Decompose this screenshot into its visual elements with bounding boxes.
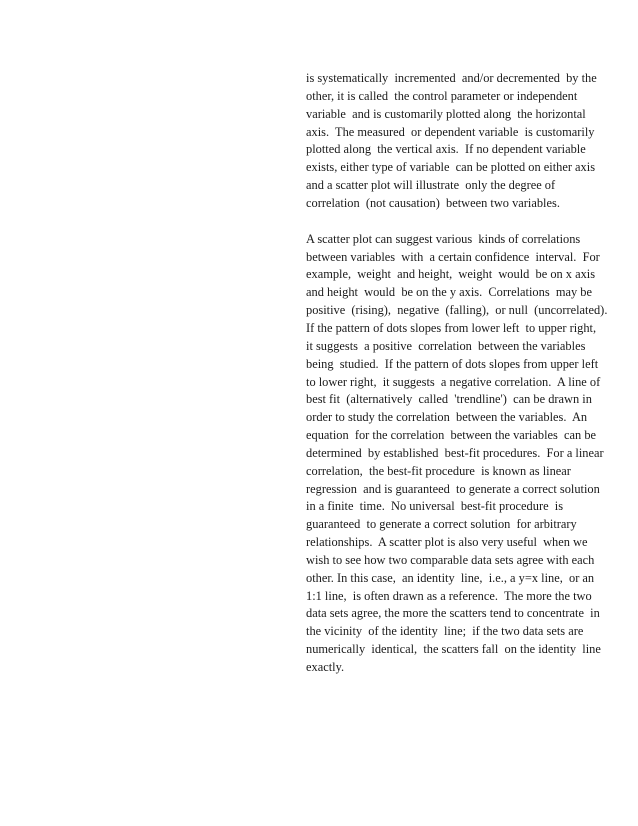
text-line: numerically identical, the scatters fall on the identity line bbox=[306, 642, 601, 657]
text-line: axis. The measured or dependent variable is customarily bbox=[306, 124, 595, 139]
paragraph-spacer bbox=[306, 213, 604, 231]
text-line: being studied. If the pattern of dots slopes from upper left bbox=[306, 356, 599, 371]
paragraph-scatter-correlations bbox=[306, 231, 608, 677]
text-line: guaranteed to generate a correct solution for arbitrary bbox=[306, 517, 577, 532]
text-line: other, it is called the control parameter or independent bbox=[306, 88, 578, 103]
text-line: to lower right, it suggests a negative correlation. A line of bbox=[306, 374, 601, 389]
text-line: positive (rising), negative (falling), or null (uncorrelated). bbox=[306, 303, 608, 318]
text-line: and height would be on the y axis. Correlations may be bbox=[306, 285, 592, 300]
text-line: relationships. A scatter plot is also very useful when we bbox=[306, 535, 588, 550]
text-line: exists, either type of variable can be plotted on either axis bbox=[306, 160, 596, 175]
text-line: correlation, the best-fit procedure is known as linear bbox=[306, 463, 571, 478]
text-line: between variables with a certain confidence interval. For bbox=[306, 249, 600, 264]
text-line: in a finite time. No universal best-fit procedure is bbox=[306, 499, 564, 514]
text-line: is systematically incremented and/or decremented by the bbox=[306, 71, 597, 85]
text-line: If the pattern of dots slopes from lower left to upper right, bbox=[306, 320, 597, 335]
text-line: correlation (not causation) between two variables. bbox=[306, 195, 560, 210]
text-line: A scatter plot can suggest various kinds of correlations bbox=[306, 231, 581, 246]
text-line: example, weight and height, weight would be on x axis bbox=[306, 267, 596, 282]
text-line: determined by established best-fit procedures. For a linear bbox=[306, 445, 604, 460]
text-line: plotted along the vertical axis. If no dependent variable bbox=[306, 142, 586, 157]
text-line: wish to see how two comparable data sets agree with each bbox=[306, 552, 595, 567]
text-line: it suggests a positive correlation between the variables bbox=[306, 338, 586, 353]
text-column bbox=[306, 70, 608, 677]
text-line: other. In this case, an identity line, i.e., a y=x line, or an bbox=[306, 570, 595, 585]
text-line: equation for the correlation between the variables can be bbox=[306, 428, 597, 443]
text-line: exactly. bbox=[306, 660, 345, 674]
text-line: best fit (alternatively called 'trendline') can be drawn in bbox=[306, 392, 592, 407]
text-line: regression and is guaranteed to generate a correct solution bbox=[306, 481, 600, 496]
text-line: and a scatter plot will illustrate only the degree of bbox=[306, 178, 556, 193]
text-line: variable and is customarily plotted along the horizontal bbox=[306, 106, 586, 121]
paragraph-control-variable bbox=[306, 70, 604, 213]
text-line: order to study the correlation between the variables. An bbox=[306, 410, 588, 425]
text-line: the vicinity of the identity line; if the two data sets are bbox=[306, 624, 584, 639]
text-line: 1:1 line, is often drawn as a reference. The more the two bbox=[306, 588, 592, 603]
text-line: data sets agree, the more the scatters tend to concentrate in bbox=[306, 606, 600, 621]
